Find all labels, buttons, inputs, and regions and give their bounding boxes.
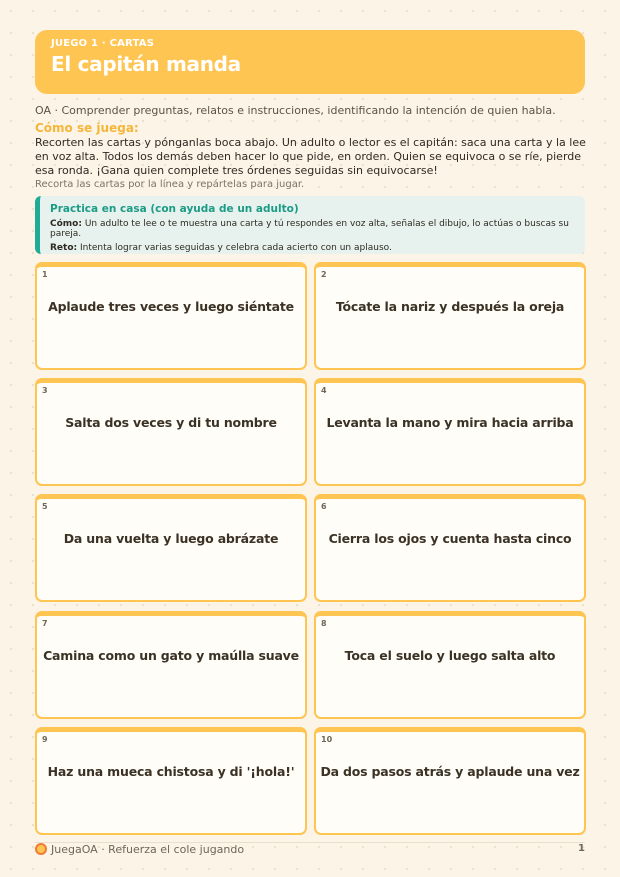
- page-number: 1: [578, 843, 585, 854]
- card-number: 3: [42, 386, 48, 395]
- practice-title: Practica en casa (con ayuda de un adulto): [50, 203, 299, 215]
- card[interactable]: [314, 727, 586, 835]
- card-instruction: Tócate la nariz y después la oreja: [335, 299, 565, 314]
- card[interactable]: [35, 611, 307, 719]
- card[interactable]: [35, 727, 307, 835]
- card-number: 4: [321, 386, 327, 395]
- card-instruction: Haz una mueca chistosa y di '¡hola!': [47, 764, 295, 779]
- cut-instructions: Recorta las cartas por la línea y repártelas para jugar.: [35, 179, 305, 190]
- practice-challenge: [50, 243, 575, 253]
- card[interactable]: [314, 611, 586, 719]
- card-instruction: Aplaude tres veces y luego siéntate: [48, 299, 294, 314]
- practice-box: [35, 196, 585, 254]
- card-instruction: Salta dos veces y di tu nombre: [65, 415, 277, 430]
- card[interactable]: [35, 378, 307, 486]
- card-instruction: Levanta la mano y mira hacia arriba: [326, 415, 574, 430]
- card-instruction: Da una vuelta y luego abrázate: [63, 531, 279, 546]
- card[interactable]: [314, 494, 586, 602]
- card-instruction: Camina como un gato y maúlla suave: [43, 648, 299, 663]
- footer: [35, 843, 585, 859]
- practice-how: [50, 219, 575, 239]
- card-number: 8: [321, 619, 327, 628]
- practice-how-label: Cómo:: [50, 219, 82, 229]
- practice-challenge-text: Intenta lograr varias seguidas y celebra cada acierto con un aplauso.: [80, 243, 392, 253]
- card-instruction: Da dos pasos atrás y aplaude una vez: [320, 764, 580, 779]
- logo-circle-icon: [35, 843, 47, 855]
- card-number: 10: [321, 735, 333, 744]
- card-number: 5: [42, 502, 48, 511]
- card-number: 7: [42, 619, 48, 628]
- card-number: 6: [321, 502, 327, 511]
- practice-how-text: Un adulto te lee o te muestra una carta y tú respondes en voz alta, señalas el dibujo, lo actúas o buscas su pareja.: [50, 219, 569, 239]
- how-to-play-title: Cómo se juega:: [35, 121, 139, 135]
- card[interactable]: [314, 378, 586, 486]
- card-number: 1: [42, 270, 48, 279]
- how-to-play-text: Recorten las cartas y pónganlas boca abajo. Un adulto o lector es el capitán: saca una carta y la lee en voz alta. Todos los demás deben hacer lo que pide, en orden. Quien se equivoca o se ríe, pierde esa ronda. ¡Gana quien complete tres órdenes seguidas sin equivocarse!: [35, 136, 586, 177]
- page-title: El capitán manda: [51, 52, 241, 76]
- footer-brand: JuegaOA · Refuerza el cole jugando: [51, 843, 245, 856]
- card-instruction: Toca el suelo y luego salta alto: [344, 648, 556, 663]
- card[interactable]: [314, 262, 586, 370]
- card-number: 2: [321, 270, 327, 279]
- learning-objective: OA · Comprender preguntas, relatos e instrucciones, identificando la intención de quien habla.: [35, 104, 556, 117]
- card-instruction: Cierra los ojos y cuenta hasta cinco: [328, 531, 572, 546]
- game-kicker: JUEGO 1 · CARTAS: [51, 38, 155, 49]
- practice-challenge-label: Reto:: [50, 243, 78, 253]
- card[interactable]: [35, 262, 307, 370]
- card-number: 9: [42, 735, 48, 744]
- card[interactable]: [35, 494, 307, 602]
- header-banner: [35, 30, 585, 94]
